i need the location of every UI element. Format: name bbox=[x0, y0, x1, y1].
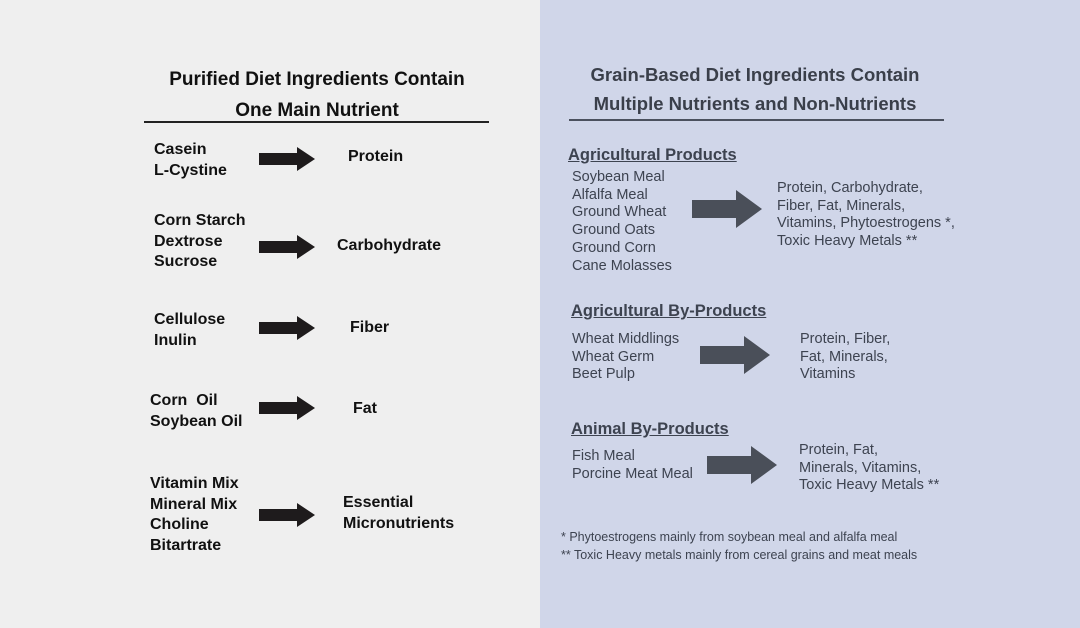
ingredient: Alfalfa Meal bbox=[572, 186, 648, 203]
ingredient: Cane Molasses bbox=[572, 257, 672, 274]
right-arrow-icon bbox=[259, 316, 317, 340]
nutrient-label: Micronutrients bbox=[343, 514, 455, 532]
nutrient-line: Toxic Heavy Metals ** bbox=[799, 477, 940, 494]
ingredient: Fish Meal bbox=[572, 448, 635, 464]
grain-based-diet-title bbox=[560, 60, 950, 118]
ingredient: Soybean Meal bbox=[572, 169, 665, 185]
nutrient-label: Fiber bbox=[350, 319, 390, 336]
right-arrow-icon bbox=[259, 235, 317, 259]
ingredient: Mineral Mix bbox=[150, 495, 238, 513]
purified-diet-title-line1: Purified Diet Ingredients Contain bbox=[169, 69, 465, 90]
ingredient: Sucrose bbox=[154, 253, 218, 271]
footnote-phytoestrogens: * Phytoestrogens mainly from soybean meal and alfalfa meal bbox=[561, 530, 898, 544]
nutrient-label: Protein bbox=[348, 148, 404, 165]
section-heading-animal-by-products: Animal By-Products bbox=[571, 420, 729, 438]
nutrient-line: Fat, Minerals, bbox=[800, 348, 888, 365]
purified-ingredient-list bbox=[154, 211, 246, 273]
ingredient: Inulin bbox=[154, 331, 197, 349]
nutrient-label: Fat bbox=[353, 400, 377, 417]
ingredient: Ground Wheat bbox=[572, 204, 667, 221]
ingredient: Casein bbox=[154, 141, 207, 158]
agricultural-by-products-ingredient-list bbox=[572, 331, 679, 384]
ingredient: Corn Starch bbox=[154, 212, 246, 229]
ingredient: Ground Oats bbox=[572, 222, 656, 239]
main-nutrient bbox=[348, 147, 403, 168]
right-arrow-icon bbox=[259, 503, 317, 527]
right-arrow-icon bbox=[259, 147, 317, 171]
right-arrow-icon bbox=[700, 336, 772, 374]
main-nutrient bbox=[343, 493, 454, 534]
ingredient: Choline bbox=[150, 516, 209, 534]
ingredient: Vitamin Mix bbox=[150, 475, 239, 492]
nutrient-label: Essential bbox=[343, 494, 414, 511]
purified-diet-title-rule bbox=[144, 121, 489, 123]
ingredient: Cellulose bbox=[154, 311, 226, 328]
purified-ingredient-list bbox=[150, 391, 242, 432]
ingredient: Soybean Oil bbox=[150, 412, 243, 430]
ingredient: Porcine Meat Meal bbox=[572, 465, 693, 482]
agricultural-by-products-nutrient-list bbox=[800, 331, 890, 384]
nutrient-line: Toxic Heavy Metals ** bbox=[777, 233, 918, 250]
nutrient-line: Minerals, Vitamins, bbox=[799, 459, 922, 476]
ingredient: Bitartrate bbox=[150, 537, 222, 555]
right-arrow-icon bbox=[692, 190, 764, 228]
right-arrow-icon bbox=[259, 396, 317, 420]
purified-ingredient-list bbox=[154, 140, 227, 181]
ingredient: Corn Oil bbox=[150, 392, 218, 409]
agricultural-products-ingredient-list bbox=[572, 169, 672, 275]
purified-ingredient-list bbox=[154, 310, 225, 351]
ingredient: Wheat Germ bbox=[572, 348, 655, 365]
ingredient: L-Cystine bbox=[154, 161, 227, 179]
nutrient-line: Protein, Fiber, bbox=[800, 331, 891, 347]
section-heading-agricultural-products: Agricultural Products bbox=[568, 146, 737, 164]
section-heading-agricultural-by-products: Agricultural By-Products bbox=[571, 302, 767, 320]
right-arrow-icon bbox=[707, 446, 779, 484]
ingredient: Beet Pulp bbox=[572, 366, 635, 383]
purified-diet-title bbox=[152, 64, 482, 126]
nutrient-line: Protein, Fat, bbox=[799, 442, 878, 458]
ingredient: Wheat Middlings bbox=[572, 331, 680, 347]
main-nutrient bbox=[353, 399, 377, 420]
footnote-toxic-heavy-metals: ** Toxic Heavy metals mainly from cereal grains and meat meals bbox=[561, 548, 918, 562]
purified-ingredient-list bbox=[150, 474, 239, 557]
nutrient-line: Protein, Carbohydrate, bbox=[777, 180, 923, 196]
nutrient-line: Vitamins bbox=[800, 366, 856, 383]
agricultural-products-nutrient-list bbox=[777, 180, 955, 251]
grain-based-diet-title-line2: Multiple Nutrients and Non-Nutrients bbox=[593, 93, 917, 114]
main-nutrient bbox=[350, 318, 389, 339]
purified-diet-title-line2: One Main Nutrient bbox=[235, 100, 399, 121]
ingredient: Ground Corn bbox=[572, 239, 656, 256]
ingredient: Dextrose bbox=[154, 232, 223, 250]
nutrient-line: Vitamins, Phytoestrogens *, bbox=[777, 215, 955, 232]
animal-by-products-nutrient-list bbox=[799, 442, 939, 495]
nutrient-line: Fiber, Fat, Minerals, bbox=[777, 197, 906, 214]
grain-based-diet-title-rule bbox=[569, 119, 944, 121]
main-nutrient bbox=[337, 236, 441, 257]
nutrient-label: Carbohydrate bbox=[337, 237, 442, 254]
animal-by-products-ingredient-list bbox=[572, 448, 693, 483]
grain-based-diet-title-line1: Grain-Based Diet Ingredients Contain bbox=[590, 64, 920, 85]
